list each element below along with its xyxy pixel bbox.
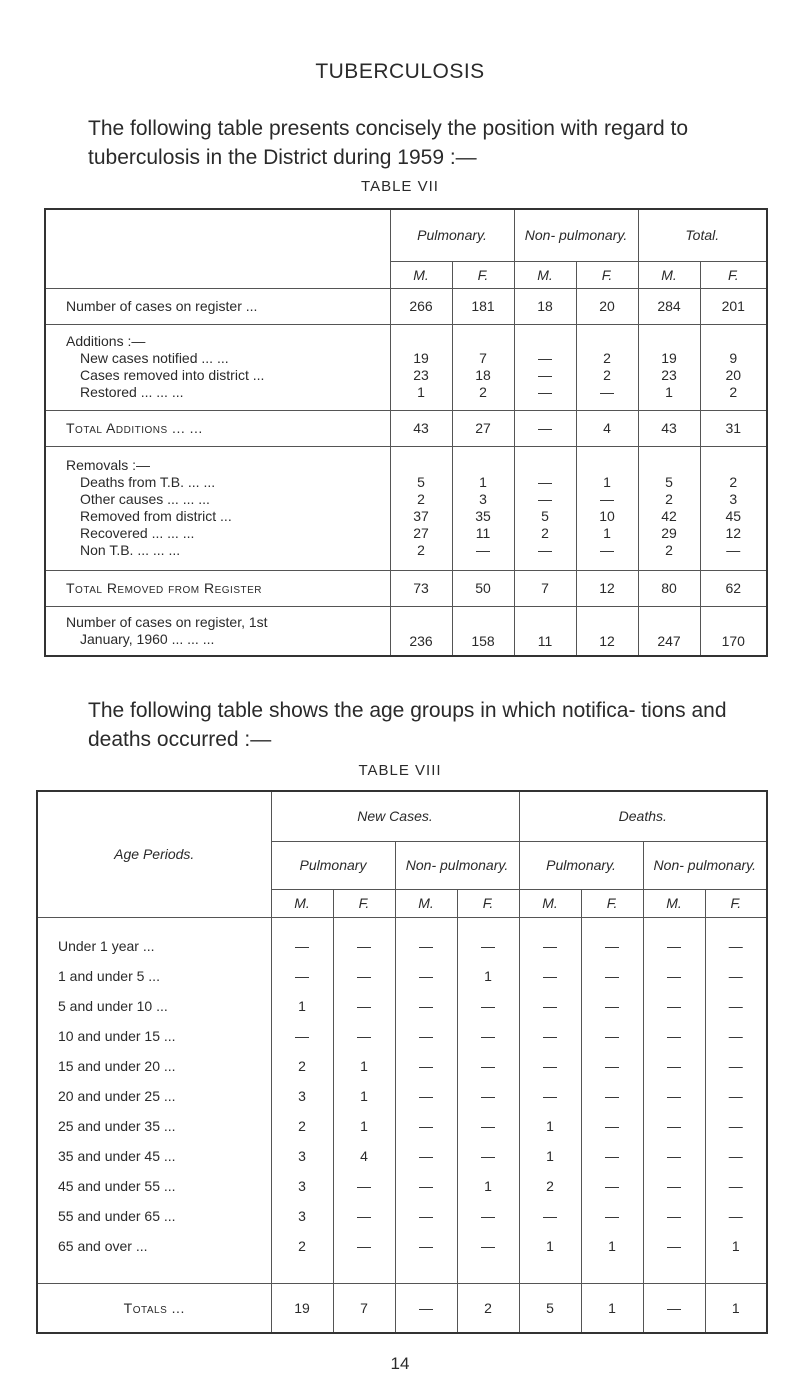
table8-header-m: M. [519,889,581,917]
table-cell: — [519,1021,581,1051]
totals-label: Totals ... [37,1283,271,1333]
table-cell: 43 [390,410,452,446]
table-row [37,1141,767,1171]
page-title: TUBERCULOSIS [315,60,485,83]
age-period-label: 15 and under 20 ... [37,1051,271,1081]
table7-header-f: F. [576,261,638,288]
table-cell: — [705,1141,767,1171]
table-cell: 11 [514,606,576,656]
table-cell: 18 [475,367,491,383]
row-label: Other causes ... ... ... [80,491,210,507]
table-cell: — [519,1081,581,1111]
table-cell: 27 [452,410,514,446]
table-cell: 62 [700,570,767,606]
table-cell: 12 [576,606,638,656]
removals-col-nf [576,446,638,570]
table-cell: — [643,1231,705,1261]
table-cell: 2 [603,350,611,366]
table-cell: 23 [413,367,429,383]
row-label: Recovered ... ... ... [80,525,195,541]
table-cell: 2 [665,491,673,507]
table-cell: — [333,991,395,1021]
table-cell: — [538,384,552,400]
table-cell: 2 [457,1283,519,1333]
table-cell: — [457,1201,519,1231]
removals-col-pf [452,446,514,570]
age-period-label: 55 and under 65 ... [37,1201,271,1231]
table-cell: — [600,384,614,400]
table-cell: — [457,1141,519,1171]
age-period-label: 25 and under 35 ... [37,1111,271,1141]
table-cell: 2 [271,1231,333,1261]
age-period-label: 1 and under 5 ... [37,961,271,991]
row-label: Removed from district ... [80,508,232,524]
table-cell: — [395,1141,457,1171]
table-cell: 5 [541,508,549,524]
table-cell: 1 [665,384,673,400]
table-cell: 2 [519,1171,581,1201]
table-cell: — [514,410,576,446]
additions-labels [45,324,390,410]
table-row [37,1171,767,1201]
table7-header-f: F. [700,261,767,288]
table-cell: 1 [457,1171,519,1201]
table-cell: — [643,1283,705,1333]
additions-group [45,324,767,410]
table-cell: — [643,1201,705,1231]
table-cell: — [457,1021,519,1051]
table-row [37,1051,767,1081]
row-label: Deaths from T.B. ... ... [80,474,216,490]
table-cell: — [581,1141,643,1171]
table-cell: — [643,961,705,991]
table-cell: 18 [514,288,576,324]
table-cell: 2 [271,1111,333,1141]
age-period-label: 5 and under 10 ... [37,991,271,1021]
table-cell: 50 [452,570,514,606]
table-cell: 5 [417,474,425,490]
row-label: Cases removed into district ... [80,367,265,383]
table-row [37,931,767,961]
removals-labels [45,446,390,570]
table-cell: 2 [417,491,425,507]
table-cell: 12 [725,525,742,541]
table-row [45,606,767,656]
table-cell: — [333,1201,395,1231]
table-cell: 37 [413,508,429,524]
table-cell: 4 [333,1141,395,1171]
table-cell: — [538,491,552,507]
removals-group [45,446,767,570]
table-row [37,1021,767,1051]
table-cell: — [538,350,552,366]
table-cell: 2 [541,525,549,541]
row-label: Total Removed from Register [45,570,390,606]
table8-header-new-cases: New Cases. [271,791,519,841]
table-cell: 5 [519,1283,581,1333]
table8-header-pulmonary: Pulmonary. [519,841,643,889]
table7-caption: TABLE VII [361,178,439,195]
table-cell: — [538,542,552,558]
table-cell: 3 [271,1141,333,1171]
table8-body [37,931,767,1261]
table-cell: — [581,1111,643,1141]
additions-col-tf [700,324,767,410]
table-cell: 23 [661,367,677,383]
table-cell: — [271,1021,333,1051]
removals-col-pm [390,446,452,570]
table7-header-m: M. [638,261,700,288]
table-cell: 7 [479,350,487,366]
table-vii [44,208,768,657]
table8-header-f: F. [705,889,767,917]
table-row-totals [37,1283,767,1333]
table8-header-age-periods: Age Periods. [37,791,271,917]
table-cell: — [519,931,581,961]
table-cell: — [705,1111,767,1141]
table-cell: 1 [603,525,611,541]
table-cell: 1 [333,1111,395,1141]
row-label-line1: Number of cases on register, 1st [66,613,268,630]
table-cell: 2 [665,542,673,558]
table-cell: 1 [519,1111,581,1141]
removals-heading: Removals :— [66,457,151,473]
table-cell: — [600,491,614,507]
row-label-line2: January, 1960 ... ... ... [80,630,215,647]
table-cell: 2 [479,384,487,400]
table-cell: — [395,1283,457,1333]
table-cell: 3 [729,491,738,507]
table-cell: — [643,1021,705,1051]
table-row [37,1201,767,1231]
table-cell: 19 [661,350,677,366]
table-cell: — [333,1171,395,1201]
table-cell: — [643,991,705,1021]
table8-header-deaths: Deaths. [519,791,767,841]
table-cell: 31 [700,410,767,446]
table-cell: — [643,1081,705,1111]
table-cell: 19 [413,350,429,366]
table-cell: 7 [333,1283,395,1333]
table-cell: — [705,1051,767,1081]
table8-header-pulmonary: Pulmonary [271,841,395,889]
table-cell: 5 [665,474,673,490]
table-cell: — [395,1051,457,1081]
table7-header-pulmonary: Pulmonary. [390,209,514,261]
row-label: New cases notified ... ... [80,350,229,366]
table-cell: — [705,931,767,961]
table-cell: — [395,961,457,991]
table-cell: 3 [271,1171,333,1201]
table-cell: — [457,1051,519,1081]
table-cell: — [581,961,643,991]
table-cell: 11 [475,525,491,541]
row-label: Total Additions ... ... [45,410,390,446]
table-cell: 27 [413,525,429,541]
table-cell: 2 [417,542,425,558]
table-cell: 2 [729,474,738,490]
additions-col-nm [514,324,576,410]
table-cell: — [643,1051,705,1081]
table-row [45,410,767,446]
table-cell: 284 [638,288,700,324]
table-row [37,961,767,991]
table7-header-nonpulmonary: Non- pulmonary. [514,209,638,261]
table8-header-m: M. [271,889,333,917]
table-cell: 19 [271,1283,333,1333]
table-cell: — [519,961,581,991]
table-cell: 158 [452,606,514,656]
table-cell: — [705,961,767,991]
table-cell: 10 [599,508,615,524]
table-cell: 1 [333,1051,395,1081]
table-cell: 3 [479,491,487,507]
table-cell: 1 [603,474,611,490]
table-cell: 20 [576,288,638,324]
table8-header-nonpulmonary: Non- pulmonary. [643,841,767,889]
table-cell: — [333,961,395,991]
table-cell: — [643,1171,705,1201]
table-cell: — [271,961,333,991]
age-period-label: 10 and under 15 ... [37,1021,271,1051]
table-cell: — [705,1201,767,1231]
table-cell: 247 [638,606,700,656]
table8-header-f: F. [457,889,519,917]
age-period-label: 35 and under 45 ... [37,1141,271,1171]
table-cell: — [581,1081,643,1111]
table8-caption: TABLE VIII [358,762,442,779]
row-label: Restored ... ... ... [80,384,184,400]
table-cell: 4 [576,410,638,446]
table-cell: 3 [271,1201,333,1231]
table8-header-nonpulmonary: Non- pulmonary. [395,841,519,889]
table-row [37,991,767,1021]
removals-col-nm [514,446,576,570]
table-row [37,1111,767,1141]
table-cell: 201 [700,288,767,324]
table-cell: 1 [581,1283,643,1333]
table-cell: — [643,1111,705,1141]
table-cell: 2 [271,1051,333,1081]
table-cell: — [457,1081,519,1111]
table-cell: 1 [417,384,425,400]
intro-paragraph-table7: The following table presents concisely the position with regard to tuberculosis in the District during 1959 :— [88,117,688,169]
table-cell: 1 [333,1081,395,1111]
additions-col-pm [390,324,452,410]
age-period-label: 20 and under 25 ... [37,1081,271,1111]
table-cell: — [705,991,767,1021]
table-cell: — [395,931,457,961]
table-cell: 73 [390,570,452,606]
table-cell: — [519,1201,581,1231]
table-cell: 1 [271,991,333,1021]
table-row [37,1231,767,1261]
additions-col-tm [638,324,700,410]
table-cell: — [519,1051,581,1081]
table7-header-total: Total. [638,209,767,261]
table-cell: — [333,931,395,961]
table-cell: — [395,991,457,1021]
table-cell: 35 [475,508,491,524]
age-period-label: Under 1 year ... [37,931,271,961]
table-row [45,570,767,606]
row-label: Number of cases on register ... [45,288,390,324]
table-cell: — [581,1051,643,1081]
table-cell: 9 [729,350,738,366]
table7-corner [45,209,390,288]
table8-header-m: M. [643,889,705,917]
table-cell: — [457,1111,519,1141]
table-cell: — [581,1021,643,1051]
table7-header-m: M. [514,261,576,288]
table-cell: 43 [638,410,700,446]
table-cell: 2 [729,384,738,400]
table-cell: 42 [661,508,677,524]
table-cell: 1 [457,961,519,991]
table-cell: — [395,1171,457,1201]
table-cell: 1 [479,474,487,490]
table-cell: — [271,931,333,961]
row-label [45,606,390,656]
table-cell: — [333,1231,395,1261]
table-cell: 45 [725,508,742,524]
table-viii [36,790,768,1334]
table-cell: 7 [514,570,576,606]
table-cell: 1 [519,1141,581,1171]
table-cell: — [333,1021,395,1051]
table-cell: 1 [519,1231,581,1261]
removals-col-tf [700,446,767,570]
table-cell: 170 [700,606,767,656]
table-cell: 1 [705,1283,767,1333]
table-cell: — [538,367,552,383]
table-cell: — [457,1231,519,1261]
table-cell: 1 [581,1231,643,1261]
row-label: Non T.B. ... ... ... [80,542,181,558]
table-cell: — [476,542,490,558]
additions-col-pf [452,324,514,410]
table-row [45,288,767,324]
table-cell: — [395,1201,457,1231]
additions-heading: Additions :— [66,333,146,349]
table-cell: 12 [576,570,638,606]
age-period-label: 65 and over ... [37,1231,271,1261]
table-cell: — [395,1021,457,1051]
additions-col-nf [576,324,638,410]
table-cell: 3 [271,1081,333,1111]
table-cell: — [600,542,614,558]
table-cell: 2 [603,367,611,383]
table7-header-f: F. [452,261,514,288]
removals-col-tm [638,446,700,570]
intro-paragraph-table8: The following table shows the age groups in which notifica- tions and deaths occurred :— [88,699,727,751]
table-cell: — [581,1171,643,1201]
table-cell: — [457,931,519,961]
table-cell: — [581,931,643,961]
table-cell: — [395,1111,457,1141]
page-number: 14 [390,1354,410,1373]
table8-header-f: F. [333,889,395,917]
table-cell: 266 [390,288,452,324]
table8-header-f: F. [581,889,643,917]
table-cell: — [643,931,705,961]
table-cell: — [643,1141,705,1171]
table-cell: — [581,991,643,1021]
table8-header-m: M. [395,889,457,917]
table7-header-m: M. [390,261,452,288]
table-cell: 181 [452,288,514,324]
age-period-label: 45 and under 55 ... [37,1171,271,1201]
table-cell: 20 [725,367,742,383]
table-cell: — [705,1081,767,1111]
table-cell: 80 [638,570,700,606]
table-cell: 236 [390,606,452,656]
table-cell: — [705,1171,767,1201]
table-cell: — [395,1081,457,1111]
table-cell: — [395,1231,457,1261]
table-row [37,1081,767,1111]
table-cell: 29 [661,525,677,541]
table-cell: — [519,991,581,1021]
table-cell: — [581,1201,643,1231]
table-cell: 1 [705,1231,767,1261]
table-cell: — [726,542,741,558]
table-cell: — [457,991,519,1021]
table-cell: — [705,1021,767,1051]
table-cell: — [538,474,552,490]
